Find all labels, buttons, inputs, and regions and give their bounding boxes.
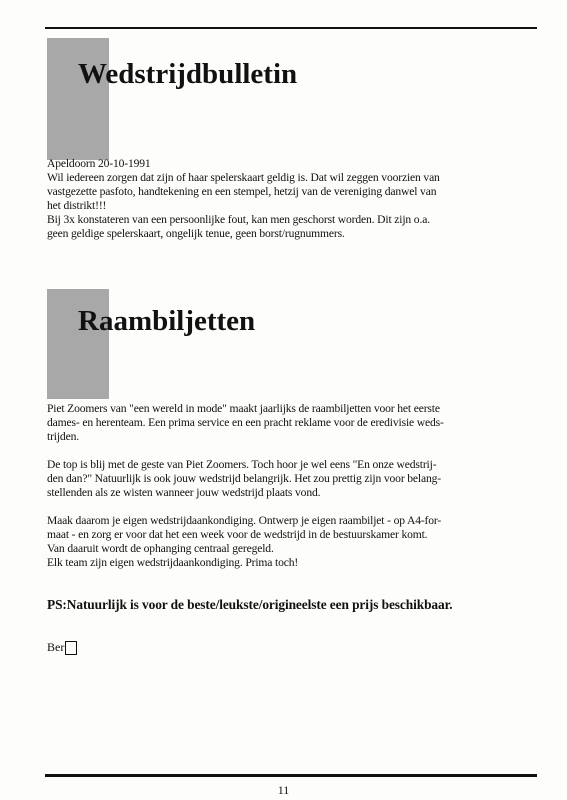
text-line: geen geldige spelerskaart, ongelijk tenue, geen borst/rugnummers. [47, 227, 345, 240]
text-line: De top is blij met de geste van Piet Zoomers. Toch hoor je wel eens "En onze wedstrij- [47, 458, 437, 471]
text-line: stellenden als ze wisten wanneer jouw wedstrijd plaats vond. [47, 486, 321, 499]
box-glyph-icon [65, 641, 77, 655]
date-line: Apeldoorn 20-10-1991 [47, 157, 151, 170]
ps-note: PS:Natuurlijk is voor de beste/leukste/origineelste een prijs beschikbaar. [47, 597, 453, 612]
text-line: Piet Zoomers van "een wereld in mode" maakt jaarlijks de raambiljetten voor het eerste [47, 402, 440, 415]
text-line: Bij 3x konstateren van een persoonlijke fout, kan men geschorst worden. Dit zijn o.a. [47, 213, 430, 226]
text-line: maat - en zorg er voor dat het een week voor de wedstrijd in de bestuurskamer komt. [47, 528, 428, 541]
text-line: den dan?" Natuurlijk is ook jouw wedstrijd belangrijk. Het zou prettig zijn voor belang- [47, 472, 441, 485]
text-line: Van daaruit wordt de ophanging centraal geregeld. [47, 542, 274, 555]
section-body-raambiljetten [47, 402, 539, 570]
signature [47, 640, 77, 655]
heading-shade-block [47, 38, 109, 160]
text-line: Maak daarom je eigen wedstrijdaankondiging. Ontwerp je eigen raambiljet - op A4-for- [47, 514, 442, 527]
text-line: het distrikt!!! [47, 199, 107, 212]
section-title-wedstrijdbulletin: Wedstrijdbulletin [78, 58, 298, 90]
text-line: vastgezette pasfoto, handtekening en een stempel, hetzij van de vereniging danwel van [47, 185, 437, 198]
section-title-raambiljetten: Raambiljetten [78, 305, 256, 337]
signature-name: Ber [47, 640, 65, 654]
text-line: Elk team zijn eigen wedstrijdaankondiging. Prima toch! [47, 556, 299, 569]
page-number: 11 [277, 783, 290, 797]
text-line: trijden. [47, 430, 79, 443]
top-rule [45, 27, 537, 29]
text-line: dames- en herenteam. Een prima service en een pracht reklame voor de eredivisie weds- [47, 416, 444, 429]
text-line: Wil iedereen zorgen dat zijn of haar spelerskaart geldig is. Dat wil zeggen voorzien van [47, 171, 440, 184]
section-body-wedstrijdbulletin [47, 157, 539, 241]
bottom-rule [45, 774, 537, 777]
